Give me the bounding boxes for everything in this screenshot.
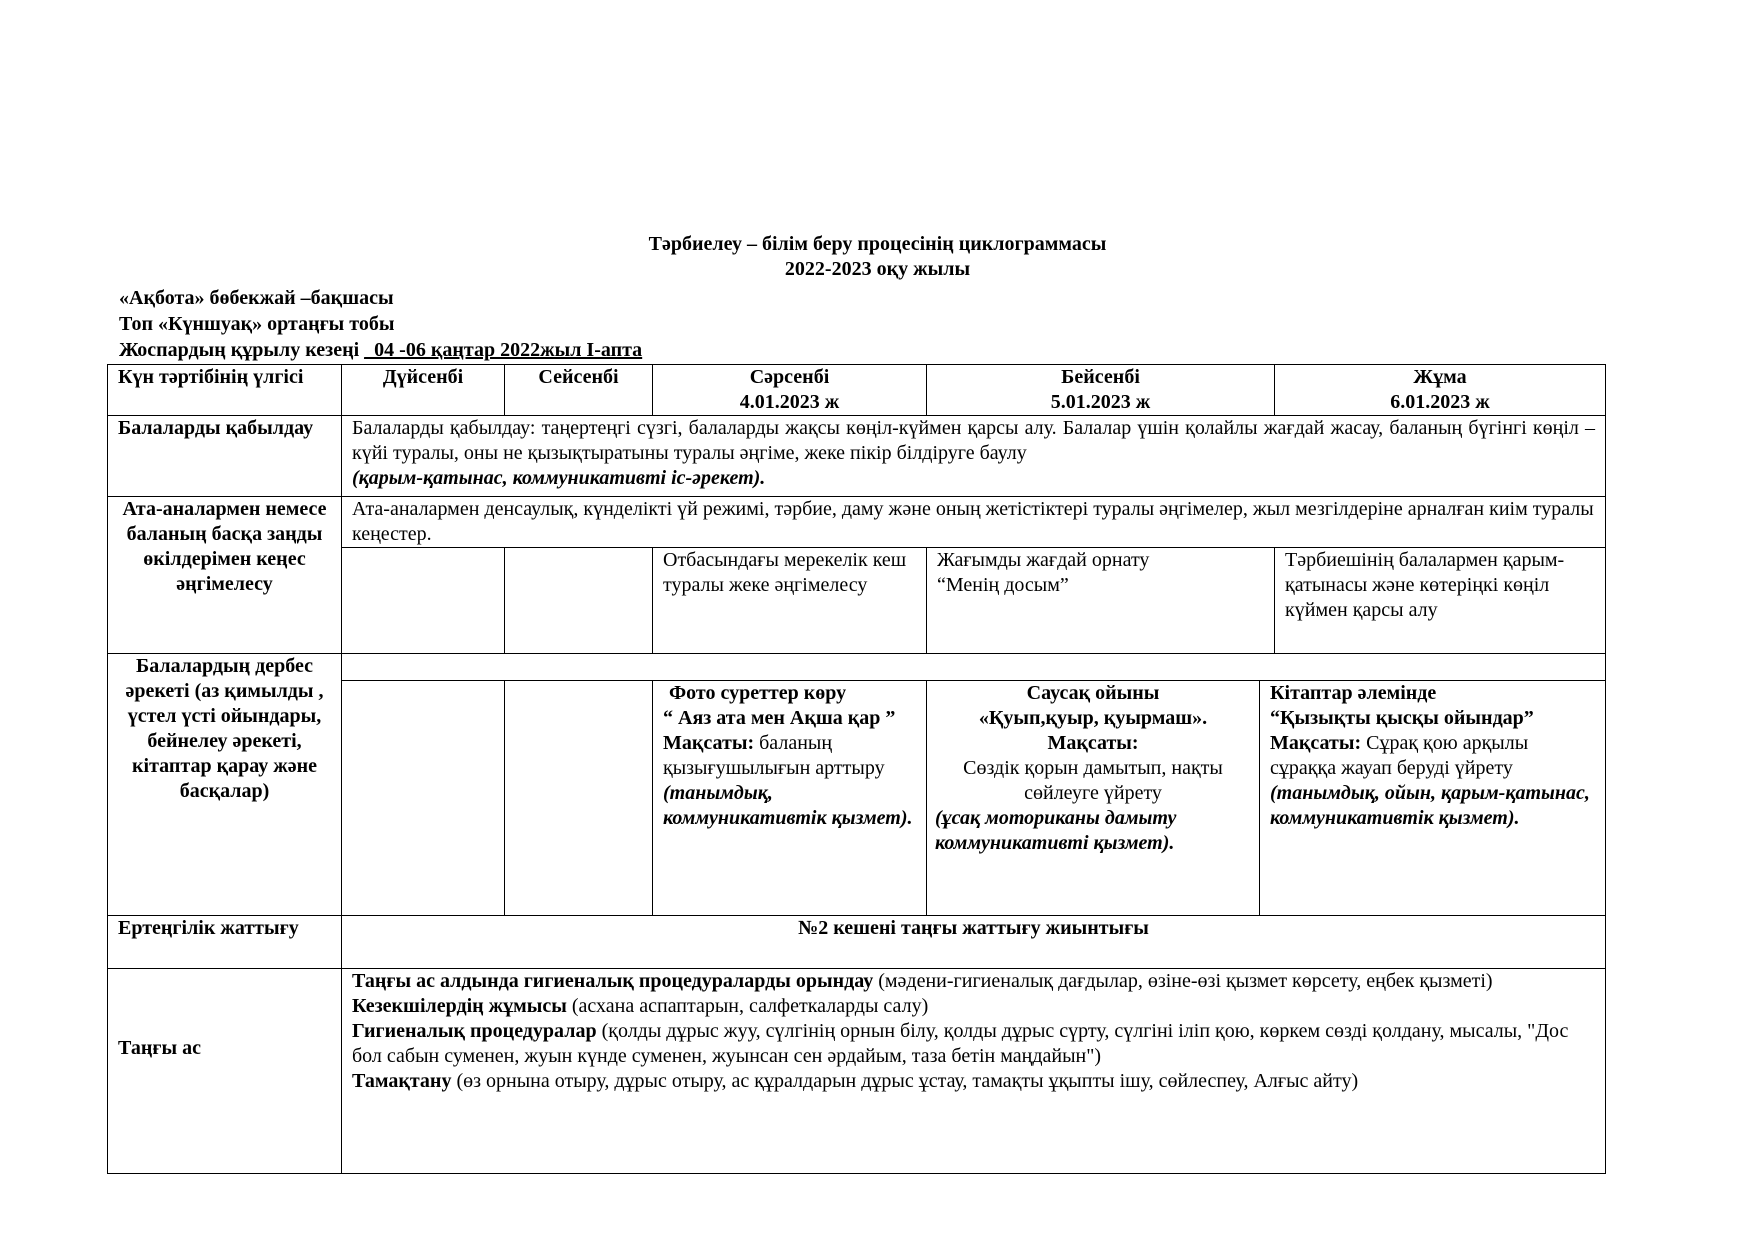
academic-year: 2022-2023 оқу жылы bbox=[784, 258, 971, 280]
independent-thursday-title: Саусақ ойыны bbox=[1026, 682, 1160, 704]
plan-period-value: _04 -06 қаңтар 2022жыл І-апта bbox=[364, 339, 643, 361]
independent-monday bbox=[342, 681, 505, 916]
table-header-row bbox=[108, 365, 1606, 416]
reception-label: Балаларды қабылдау bbox=[108, 416, 342, 497]
independent-wednesday bbox=[653, 681, 927, 916]
breakfast-paragraph-3 bbox=[352, 1019, 1595, 1069]
breakfast-p1-text: (мәдени-гигиеналық дағдылар, өзіне-өзі қызмет көрсету, еңбек қызметі) bbox=[873, 970, 1493, 992]
parents-thursday-line1: Жағымды жағдай орнату bbox=[937, 549, 1150, 571]
breakfast-p2-text: (асхана аспаптарын, салфеткаларды салу) bbox=[566, 995, 929, 1017]
parents-thursday-line2: “Менің досым” bbox=[937, 574, 1069, 596]
breakfast-paragraph-1 bbox=[352, 969, 1595, 994]
independent-wednesday-goal-text: баланың қызығушылығын арттыру bbox=[663, 732, 885, 779]
header-friday-date: 6.01.2023 ж bbox=[1390, 391, 1490, 413]
independent-friday-goal-label: Мақсаты: bbox=[1270, 732, 1362, 754]
independent-wednesday-goal-label: Мақсаты: bbox=[663, 732, 755, 754]
parents-label: Ата-аналармен немесе баланың басқа заңды өкілдерімен кеңес әңгімелесу bbox=[108, 497, 342, 654]
breakfast-p4-bold: Тамақтану bbox=[352, 1070, 452, 1092]
reception-row bbox=[108, 416, 1606, 497]
header-wednesday-date: 4.01.2023 ж bbox=[739, 391, 840, 413]
parents-tuesday bbox=[505, 548, 653, 654]
reception-text: Балаларды қабылдау: таңертеңгі сүзгі, балаларды жақсы көңіл-күймен қарсы алу. Балалар үшін қолайлы жағдай жасау, баланың бүгінгі көңіл – күйі туралы, оны не қызықтыратыны туралы әңгіме, жеке пікір білдіруге баулу bbox=[352, 417, 1596, 464]
independent-empty-cell bbox=[342, 654, 1606, 681]
independent-wednesday-title: Фото суреттер көру bbox=[669, 682, 847, 704]
independent-wednesday-note: (танымдық, коммуникативтік қызмет). bbox=[663, 782, 913, 829]
independent-friday-goal bbox=[1270, 731, 1595, 781]
breakfast-p3-bold: Гигиеналық процедуралар bbox=[352, 1020, 597, 1042]
morning-exercise-row bbox=[108, 916, 1606, 969]
parents-wednesday: Отбасындағы мерекелік кеш туралы жеке әңгімелесу bbox=[653, 548, 927, 654]
reception-note: (қарым-қатынас, коммуникативті іс-әрекет). bbox=[352, 467, 766, 489]
parents-monday bbox=[342, 548, 505, 654]
morning-exercise-label: Ертеңгілік жаттығу bbox=[108, 916, 342, 969]
header-friday bbox=[1275, 365, 1606, 416]
header-thursday-day: Бейсенбі bbox=[1061, 366, 1140, 388]
schedule-table bbox=[107, 364, 1606, 1174]
independent-friday-goal-text: Сұрақ қою арқылы сұраққа жауап беруді үйрету bbox=[1270, 732, 1529, 779]
breakfast-paragraph-4 bbox=[352, 1069, 1595, 1094]
header-monday: Дүйсенбі bbox=[342, 365, 505, 416]
morning-exercise-text: №2 кешені таңғы жаттығу жиынтығы bbox=[342, 916, 1606, 969]
independent-friday-subtitle: “Қызықты қысқы ойындар” bbox=[1270, 707, 1534, 729]
header-thursday bbox=[927, 365, 1275, 416]
kindergarten-name: «Ақбота» бөбекжай –бақшасы bbox=[119, 287, 394, 309]
header-thursday-date: 5.01.2023 ж bbox=[1050, 391, 1151, 413]
independent-friday-title: Кітаптар әлемінде bbox=[1270, 682, 1437, 704]
independent-friday bbox=[1260, 681, 1606, 916]
independent-wednesday-subtitle: “ Аяз ата мен Ақша қар ” bbox=[663, 707, 896, 729]
independent-label: Балалардың дербес әрекеті (аз қимылды , үстел үсті ойындары, бейнелеу әрекеті, кітаптар қарау және басқалар) bbox=[108, 654, 342, 916]
header-friday-day: Жұма bbox=[1413, 366, 1467, 388]
independent-thursday-subtitle: «Қуып,қуыр, қуырмаш». bbox=[978, 707, 1208, 729]
independent-thursday bbox=[927, 681, 1260, 916]
header-wednesday bbox=[653, 365, 927, 416]
breakfast-row bbox=[108, 969, 1606, 1174]
plan-period-label: Жоспардың құрылу кезеңі bbox=[119, 339, 365, 361]
independent-row bbox=[108, 654, 1606, 681]
breakfast-p3-text: (қолды дұрыс жуу, сүлгінің орнын білу, қолды дұрыс сүрту, сүлгіні іліп қою, көркем сөзді қолдану, мысалы, "Дос бол сабын суменен, жуын күнде суменен, жуынсан сен әрдайым, таза бетін маңдайын") bbox=[352, 1020, 1569, 1067]
breakfast-label: Таңғы ас bbox=[108, 969, 342, 1174]
parents-common-text: Ата-аналармен денсаулық, күнделікті үй режимі, тәрбие, даму және оның жетістіктері туралы әңгімелер, жыл мезгілдеріне арналған киім туралы кеңестер. bbox=[342, 497, 1606, 548]
independent-thursday-note: (ұсақ моториканы дамыту коммуникативті қызмет). bbox=[935, 807, 1177, 854]
plan-period bbox=[119, 338, 642, 363]
header-tuesday: Сейсенбі bbox=[505, 365, 653, 416]
independent-tuesday bbox=[505, 681, 653, 916]
breakfast-cell bbox=[342, 969, 1606, 1174]
group-name: Топ «Күншуақ» ортаңғы тобы bbox=[119, 313, 395, 335]
reception-cell bbox=[342, 416, 1606, 497]
breakfast-p2-bold: Кезекшілердің жұмысы bbox=[352, 995, 567, 1017]
breakfast-p1-bold: Таңғы ас алдында гигиеналық процедураларды орындау bbox=[352, 970, 874, 992]
independent-thursday-goal-label: Мақсаты: bbox=[1047, 732, 1139, 754]
breakfast-p4-text: (өз орнына отыру, дұрыс отыру, ас құралдарын дұрыс ұстау, тамақты ұқыпты ішу, сөйлеспеу, Алғыс айту) bbox=[451, 1070, 1359, 1092]
parents-row bbox=[108, 497, 1606, 548]
parents-thursday bbox=[927, 548, 1275, 654]
header-regime: Күн тәртібінің үлгісі bbox=[108, 365, 342, 416]
header-wednesday-day: Сәрсенбі bbox=[749, 366, 830, 388]
independent-friday-note: (танымдық, ойын, қарым-қатынас, коммуникативтік қызмет). bbox=[1270, 782, 1590, 829]
independent-wednesday-goal bbox=[663, 731, 916, 781]
parents-friday: Тәрбиешінің балалармен қарым-қатынасы және көтеріңкі көңіл күймен қарсы алу bbox=[1275, 548, 1606, 654]
breakfast-paragraph-2 bbox=[352, 994, 1595, 1019]
independent-thursday-goal-text: Сөздік қорын дамытып, нақты сөйлеуге үйрету bbox=[963, 757, 1223, 804]
document-title: Тәрбиелеу – білім беру процесінің циклограммасы bbox=[648, 233, 1107, 255]
